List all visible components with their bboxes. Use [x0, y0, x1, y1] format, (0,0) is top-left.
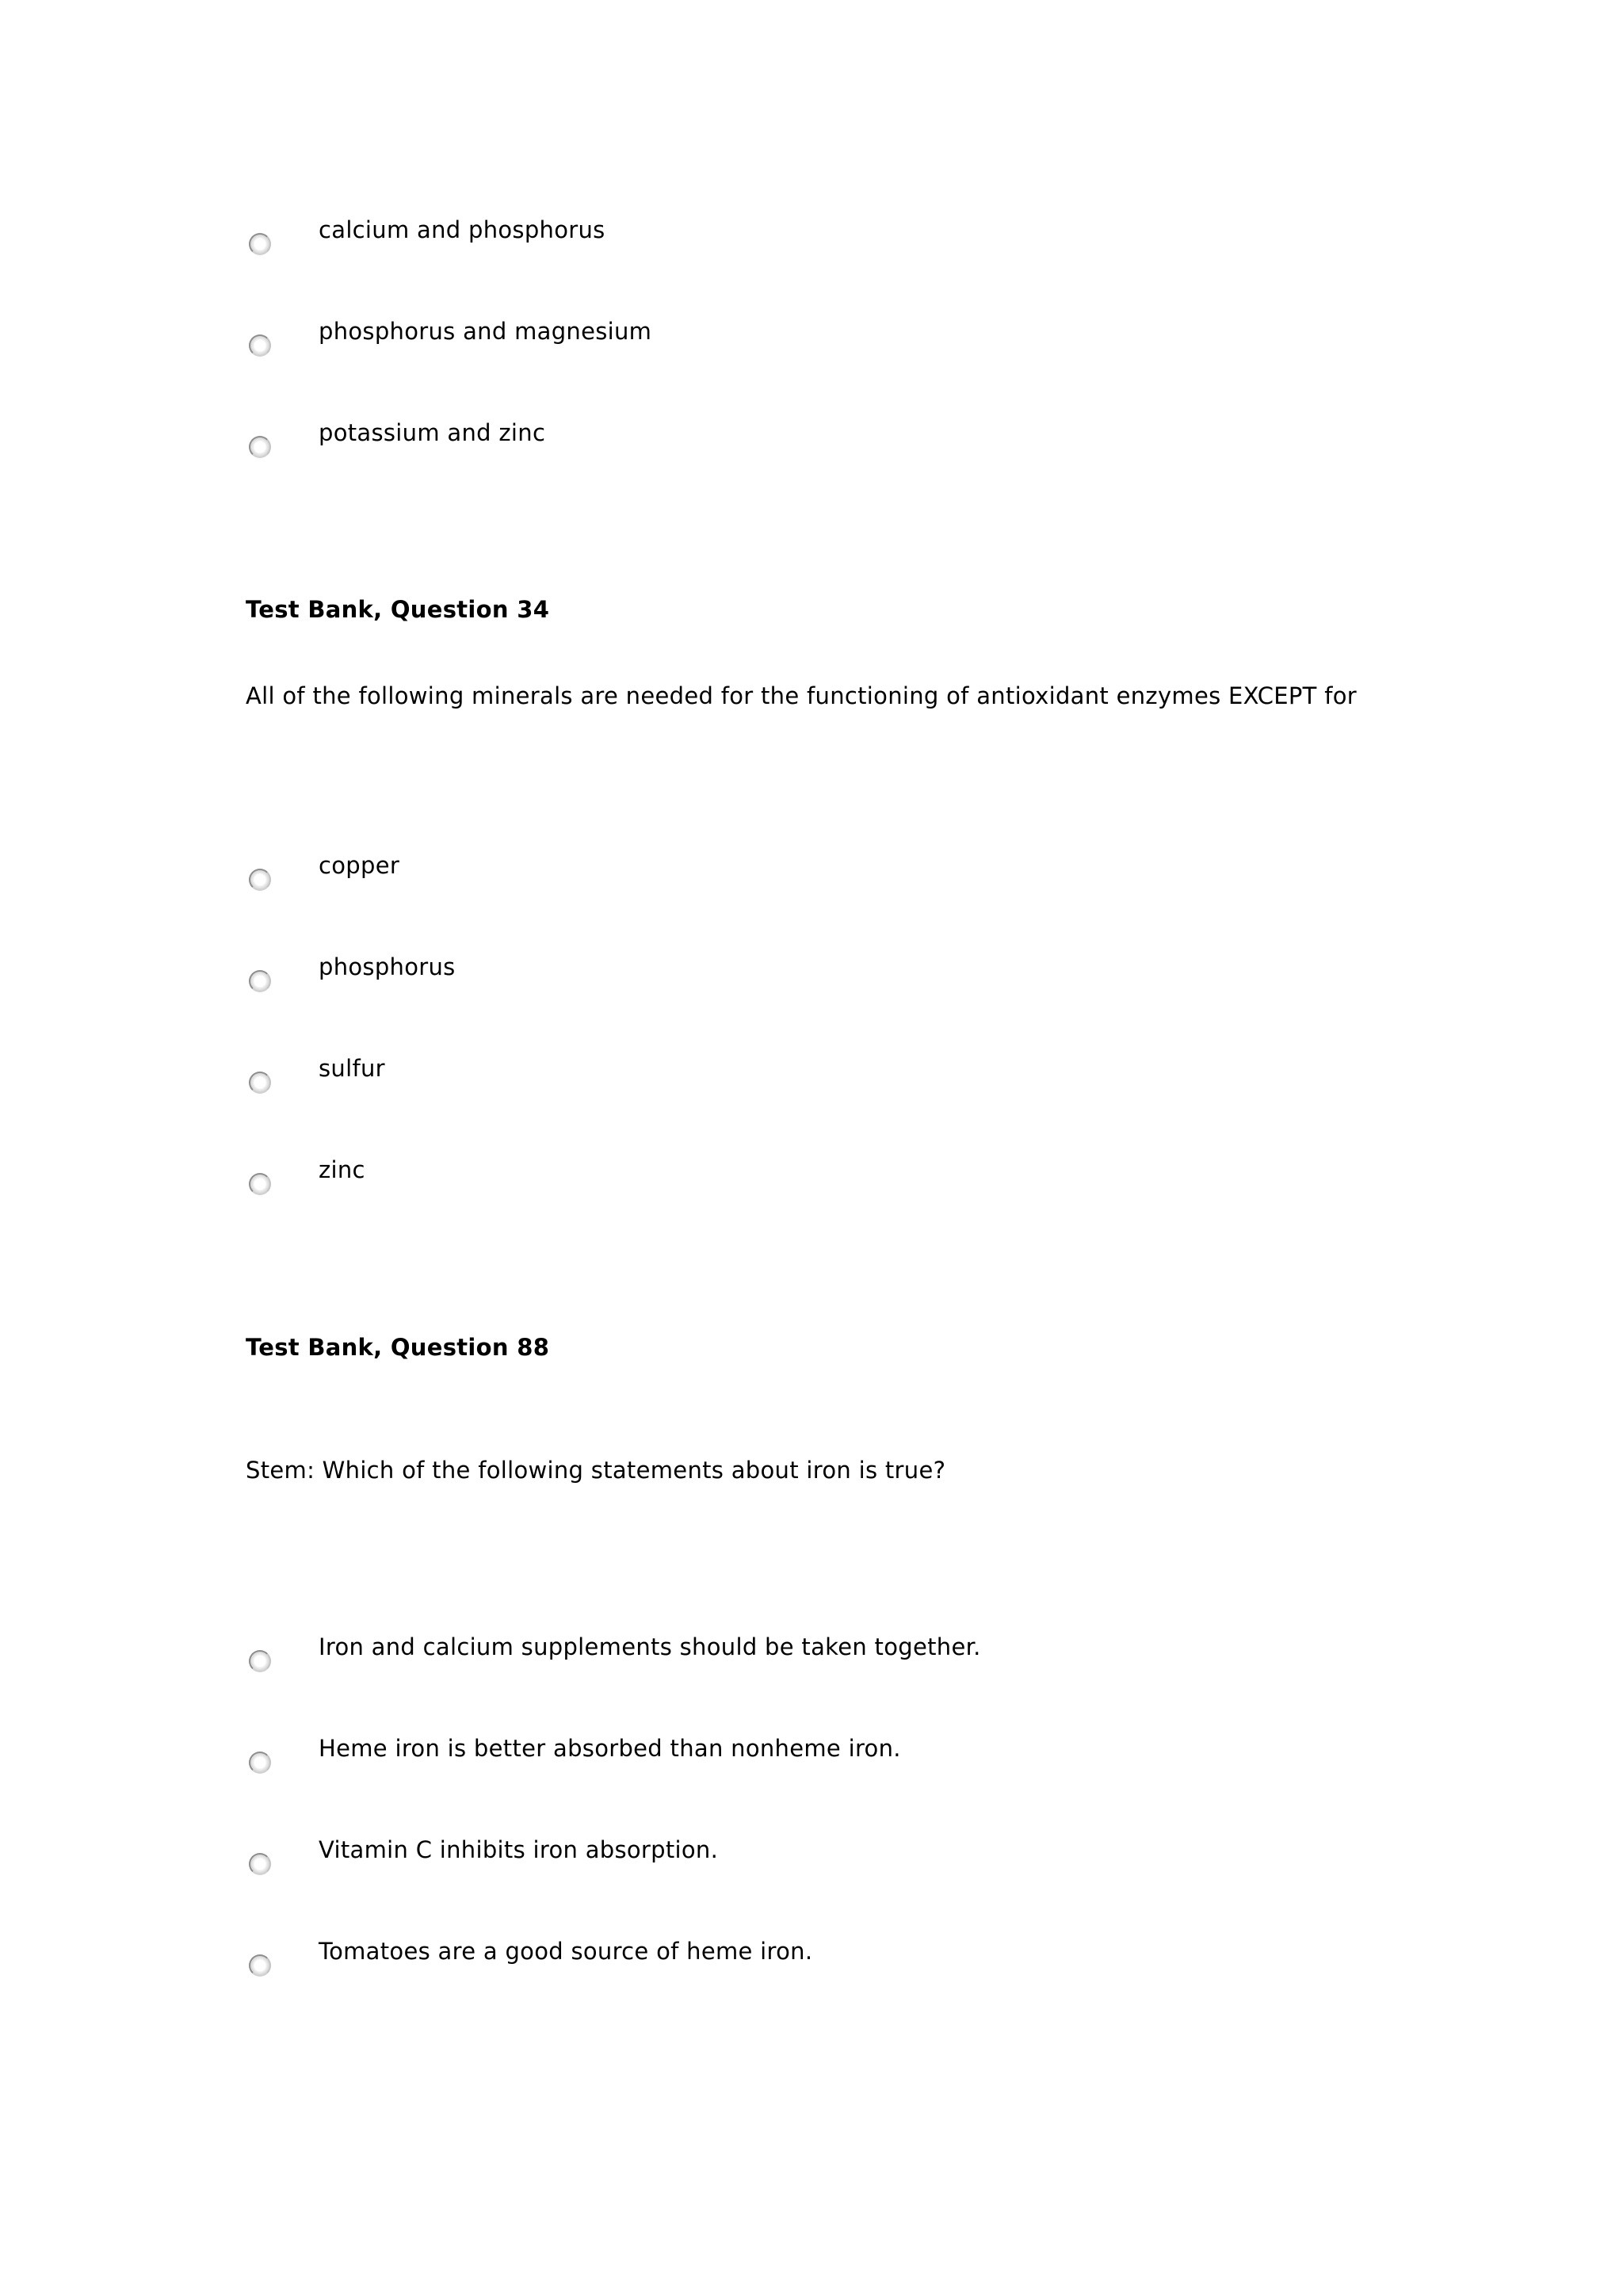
option-label: Vitamin C inhibits iron absorption. — [319, 1836, 719, 1863]
option-iron-calcium-together[interactable] — [246, 1633, 1434, 1680]
radio-button[interactable] — [249, 1954, 271, 1977]
option-phosphorus[interactable] — [246, 953, 1434, 1000]
radio-button[interactable] — [249, 334, 271, 357]
radio-button[interactable] — [249, 970, 271, 992]
option-label: Tomatoes are a good source of heme iron. — [319, 1938, 813, 1965]
option-tomatoes-heme-iron[interactable] — [246, 1937, 1434, 1985]
option-label: copper — [319, 852, 400, 879]
option-heme-iron-better-absorbed[interactable] — [246, 1734, 1434, 1782]
radio-button[interactable] — [249, 1650, 271, 1672]
radio-button[interactable] — [249, 1173, 271, 1195]
radio-button[interactable] — [249, 1752, 271, 1774]
option-label: phosphorus and magnesium — [319, 318, 652, 345]
option-sulfur[interactable] — [246, 1054, 1434, 1102]
option-label: potassium and zinc — [319, 419, 546, 446]
option-zinc[interactable] — [246, 1156, 1434, 1203]
radio-button[interactable] — [249, 869, 271, 891]
option-label: Iron and calcium supplements should be taken together. — [319, 1633, 981, 1660]
option-label: Heme iron is better absorbed than nonheme iron. — [319, 1735, 901, 1762]
question-title: Test Bank, Question 34 — [246, 596, 550, 623]
option-copper[interactable] — [246, 851, 1434, 899]
option-label: zinc — [319, 1156, 365, 1183]
option-label: calcium and phosphorus — [319, 216, 605, 243]
option-potassium-and-zinc[interactable] — [246, 418, 1434, 466]
question-stem: Stem: Which of the following statements about iron is true? — [246, 1457, 946, 1484]
option-calcium-and-phosphorus[interactable] — [246, 216, 1434, 263]
radio-button[interactable] — [249, 436, 271, 458]
option-phosphorus-and-magnesium[interactable] — [246, 317, 1434, 365]
option-label: phosphorus — [319, 953, 456, 980]
option-vitamin-c-inhibits[interactable] — [246, 1836, 1434, 1883]
question-stem: All of the following minerals are needed for the functioning of antioxidant enzymes EXCEPT for — [246, 682, 1357, 709]
option-label: sulfur — [319, 1055, 385, 1082]
radio-button[interactable] — [249, 1853, 271, 1875]
radio-button[interactable] — [249, 1072, 271, 1094]
radio-button[interactable] — [249, 233, 271, 255]
question-title: Test Bank, Question 88 — [246, 1334, 550, 1361]
